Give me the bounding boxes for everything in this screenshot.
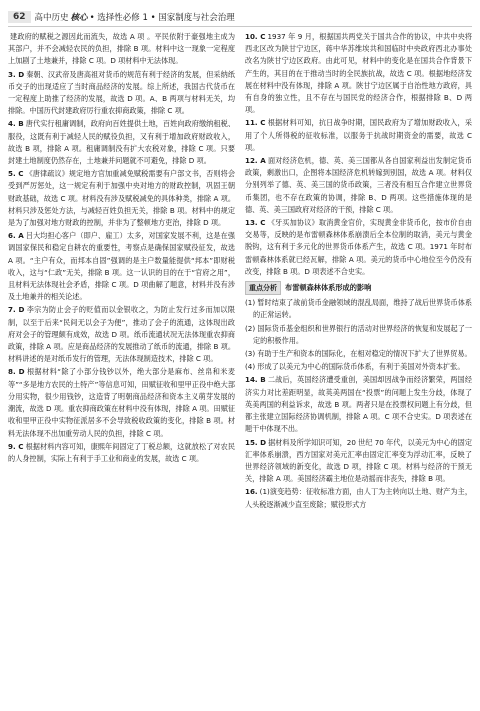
page-number: 62 <box>8 11 31 23</box>
answer-paragraph: 6. A 吕大均担心客户（即户、雇工）太多，对国家发展不利，这是在强调国家保民和稳定自耕农的重要性，考察点是确保国家赋役征发，故选 A 项。“主户有众，而邦本自固”强调的是主户数量能提供“邦本”即财税收入，这与“仁政”无关，排除 B 项。这一认识的目的在于“官府之用”，且材料无法体现社会矛盾，排除 C 项。D 项曲解了题意，材料并没有涉及土地兼并的相关论述。 <box>8 231 235 302</box>
answer-paragraph: 14. B 二战后，英国经济遭受重创，美国却因战争而经济繁荣，两国经济实力对比差距明显，故英美两国在“投票”的问题上发生分歧，体现了英美两国的利益诉求，故选 B 项。两者只是在投票权问题上有分歧，但都主张建立国际经济协调机制，排除 A 项。C 项不合史实。D 项表述在题干中体现不出。 <box>245 375 472 434</box>
key-point-heading <box>245 281 472 295</box>
key-point-item: (2) 国际货币基金组织和世界银行的活动对世界经济的恢复和发展起了一定的积极作用。 <box>245 323 472 345</box>
key-point-item: (1) 暂时结束了战前货币金融领域的混乱局面，维持了战后世界货币体系的正常运转。 <box>245 298 472 320</box>
answer-paragraph: 13. C 《牙买加协议》取消黄金官价，实现黄金非货币化，按市价自由交易等，反映的是布雷顿森林体系崩溃后全本位制的取消，美元与黄金脱钩，这有利于多元化的世界货币体系产生，故选 C 项。1971 年时布雷顿森林体系就已经瓦解，排除 A 项。美元的货币中心地位至今仍没有改变，排除 B 项。D 项表述不合史实。 <box>245 218 472 276</box>
book-title: • 选择性必修 1 • 国家制度与社会治理 <box>89 13 235 23</box>
key-point-tag: 重点分析 <box>245 281 281 295</box>
answer-paragraph: 16. (1)演变趋势：征收标准方面，由人丁为主转向以土地、财产为主，人头税逐渐减少直至废除；赋役形式方 <box>245 487 472 509</box>
answer-paragraph: 11. C 根据材料可知，抗日战争时期，国民政府为了增加财政收入，采用了个人所得税的征收标准，以服务于抗战时期资金的需要，故选 C 项。 <box>245 118 472 152</box>
key-point-title: 布雷顿森林体系形成的影响 <box>285 283 372 293</box>
answer-paragraph: 4. B 唐代实行租庸调制，政府向百姓提供土地，百姓向政府缴纳租税、服役，这既有利于减轻人民的赋役负担，又有利于增加政府财政收入，故选 B 项，排除 A 项。租庸调制没有扩大农税对象，排除 C 项。只要封建土地制度仍然存在，土地兼并问题就不可避免，排除 D 项。 <box>8 119 235 166</box>
answer-columns <box>8 31 472 711</box>
answer-paragraph: 3. D 秦朝、汉武帝及唐高祖对货币的规范有利于经济的发展，但采纳纸币交子的出现适应了当时商品经济的发展。综上所述，我国古代货币在一定程度上助推了经济的发展，故选 D 项。A、B 两项与材料无关，均排除。中国历代封建政府厉行重农抑商政策，排除 C 项。 <box>8 69 235 116</box>
series-title: 高中历史 <box>34 13 69 23</box>
key-point-list <box>245 297 472 373</box>
answer-paragraph: 5. C 《唐律疏议》规定地方官加重减免赋税需要有户部文书，否则将会受到严厉惩处，这一规定有利于加强中央对地方的财政控制，巩固王朝财政基础，故选 C 项。材料没有涉及赋税减免的具体种类，排除 A 项。材料只涉及惩处方法，与减轻百姓负担无关，排除 B 项。材料中的规定是为了加强对地方财政的控制，并非为了整顿地方吏治，排除 D 项。 <box>8 169 235 228</box>
brand-logo: 核心 <box>70 13 88 23</box>
answer-paragraph: 15. D 据材料及所学知识可知，20 世纪 70 年代，以美元为中心的固定汇率体系崩溃，西方国家对美元汇率由固定汇率变为浮动汇率，反映了世界经济领域的新变化，故选 D 项，排除 C 项。材料与经济的干预无关，排除 A 项。美国经济霸主地位是动摇而非丧失，排除 B 项。 <box>245 437 472 484</box>
answer-paragraph: 建政府的赋税之源因此而流失，故选 A 项 。平民依附于豪强地主成为其部户，并不会减轻农民的负担，排除 B 项。材料中这一现象一定程度上加剧了土地兼并，排除 C 项。D 项材料中无法体现。 <box>8 32 235 66</box>
answer-paragraph: 9. C 根据材料内容可知，康熙年间固定了丁税总额，这就放松了对农民的人身控制，实际上有利于手工业和商业的发展，故选 C 项。 <box>8 441 235 463</box>
answer-paragraph: 10. C 1937 年 9 月，根据国共两党关于国共合作的协议，中共中央将西北区改为陕甘宁边区，蒋中华苏维埃共和国临时中央政府西北办事处改名为陕甘宁边区政府。由此可见，材料中的变化是在国共合作背景下产生的，其目的在于推动当时的全民族抗战，故选 C 项。根据地经济发展在材料中没有体现，排除 A 项。陕甘宁边区属于自治性地方政府，具有自身的独立性，且不存在与国民党的经济合作，根据排除 B、D 两项。 <box>245 32 472 115</box>
key-point-item: (3) 有助于生产和资本的国际化，在相对稳定的情况下扩大了世界贸易。 <box>245 349 472 359</box>
answer-paragraph: 12. A 面对经济危机，德、英、美三国都从各自国家利益出发制定货币政策，剩激出口，企图将本国经济危机转嫁到别国，故选 A 项。材料仅分别列举了德、英、美三国的货币政策，三者没有相互合作建立世界货币集团，也不存在政策的协调，排除 B、D 两项。这些措施体现的是德、英、美三国政府对经济的干预，排除 C 项。 <box>245 156 472 214</box>
left-column <box>8 31 235 711</box>
answer-paragraph: 8. D 根据材料“除了小部分钱钞以外，绝大部分是麻布、丝帛和米麦等”“多是地方农民的土特产”等信息可知，田赋征收和里甲正役中绝大部分用实物，很少用钱钞，这造背了明朝商品经济和资本主义萌芽发展的潮流，故选 D 项。重农抑商政策在材料中没有体现，排除 A 项。田赋征收和里甲正役中实物征派居多不会导致税收政策的变化，排除 B 项。材料无法体现不出加重劳动人民的负担，排除 C 项。 <box>8 367 235 438</box>
key-point-item: (4) 形成了以美元为中心的国际货币体系，有利于美国对外资本扩张。 <box>245 362 465 372</box>
page-header <box>8 8 472 27</box>
right-column <box>245 31 472 711</box>
answer-paragraph: 7. D 李宗为防止会子的贬值而以金银收之，为防止发行过多而加以限制，以至于后来“民间无以会子为便”，推动了会子的流通，这体现出政府对会子的管理颇有成效，故选 D 项。纸币流通状况无法体现重农抑商政策，排除 A 项。应是商品经济的发展推动了纸币的流通，排除 B 项。材料讲述的是对纸币发行的管理，无法体现制造技术，排除 C 项。 <box>8 305 235 364</box>
